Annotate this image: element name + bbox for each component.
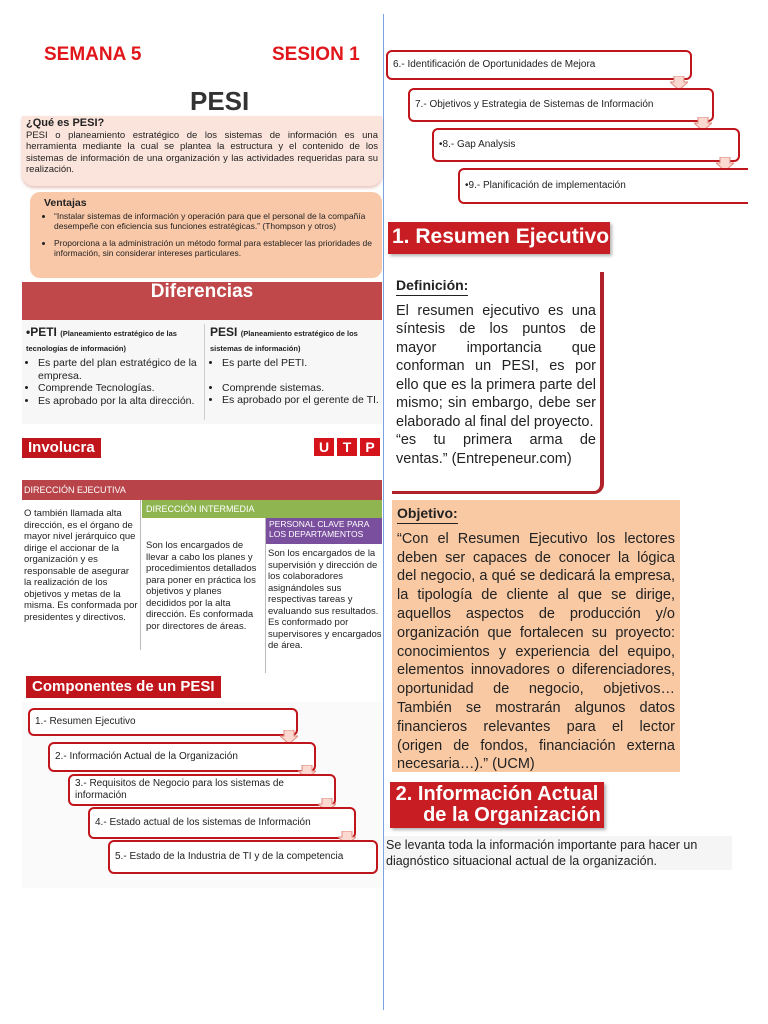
step-label: 6.- Identificación de Oportunidades de Mejora xyxy=(393,59,596,70)
step-label: •8.- Gap Analysis xyxy=(439,139,516,150)
peti-item: • Es parte del plan estratégico de la empresa. xyxy=(38,357,202,382)
step-2 xyxy=(48,742,316,772)
ventaja-item: • Proporciona a la administración un método formal para establecer las prioridades de información, sin considerar intereses particulares. xyxy=(54,238,374,259)
column-separator xyxy=(265,518,266,673)
step-5 xyxy=(108,840,378,874)
resumen-title: 1. Resumen Ejecutivo xyxy=(388,222,610,254)
utp-logo xyxy=(314,438,380,456)
direccion-ejecutiva-bar: DIRECCIÓN EJECUTIVA xyxy=(22,480,382,500)
direccion-intermedia-bar: DIRECCIÓN INTERMEDIA xyxy=(142,500,382,518)
ventajas-title: Ventajas xyxy=(44,197,87,209)
direccion-ejecutiva-text: O también llamada alta dirección, es el órgano de mayor nivel jerárquico que dirige el accionar de la organización y es responsable de asegurar la realización de los objetivos y metas de la misma. Es conformada por presidentes y directivos. xyxy=(24,508,138,623)
column-separator xyxy=(140,500,141,650)
diferencias-header: Diferencias xyxy=(22,282,382,320)
ventaja-item: • “Instalar sistemas de información y operación para que el personal de la compañía desempeñe con eficiencia sus funciones estratégicas.” (Thompson y otros) xyxy=(54,211,374,232)
logo-letter: U xyxy=(314,438,334,456)
objetivo-box xyxy=(392,500,680,772)
step-label: 3.- Requisitos de Negocio para los sistemas de información xyxy=(75,778,284,801)
step-4 xyxy=(88,807,356,839)
pesi-col-subtitle: (Planeamiento estratégico de los sistemas de información) xyxy=(210,329,358,353)
peti-item: • Es aprobado por la alta dirección. xyxy=(38,395,202,408)
definicion-box xyxy=(392,272,604,494)
personal-clave-text: Son los encargados de la supervisión y dirección de los colaboradores asignándoles sus respectivas tareas y evaluando sus resultados. Es conformado por supervisores y encargados de área. xyxy=(268,548,382,651)
step-label: 7.- Objetivos y Estrategia de Sistemas de Información xyxy=(415,99,654,110)
ventajas-box xyxy=(30,192,382,278)
step-1 xyxy=(28,708,298,736)
pesi-definition-box xyxy=(22,116,382,186)
pesi-definition: PESI o planeamiento estratégico de los sistemas de información es una herramienta mediante la cual se plantea la estructura y el contenido de los sistemas de información de una organización y las actividades requeridas para su realización. xyxy=(26,129,378,175)
peti-item: • Comprende Tecnologías. xyxy=(38,382,202,395)
involucra-title: Involucra xyxy=(22,438,101,458)
step-label: •9.- Planificación de implementación xyxy=(465,180,626,191)
step-label: 1.- Resumen Ejecutivo xyxy=(35,716,136,727)
step-label: 5.- Estado de la Industria de TI y de la competencia xyxy=(115,851,344,862)
objetivo-text: “Con el Resumen Ejecutivo los lectores deben ser capaces de conocer la lógica del negocio, a qué se dedicará la empresa, la tipología de cliente al que se dirige, aquellos aspectos de producción y/o organización que fortalecen su proyecto: conocimientos y experiencia del equipo, elementos innovadores o diferenciadores, oportunidad de negocio, objetivos… También se mostrarán algunos datos financieros relevantes para el lector (origen de fondos, financiación externa necesaria…).” (UCM) xyxy=(397,530,675,773)
info-actual-title-line2: de la Organización xyxy=(423,804,601,826)
logo-letter: P xyxy=(360,438,380,456)
componentes-title: Componentes de un PESI xyxy=(26,676,221,698)
week-label: SEMANA 5 xyxy=(44,44,142,65)
definicion-quote: “es tu primera arma de ventas.” (Entrepeneur.com) xyxy=(396,432,596,467)
pesi-item: • Comprende sistemas. xyxy=(222,382,380,395)
step-8 xyxy=(432,128,740,162)
step-label: 4.- Estado actual de los sistemas de Información xyxy=(95,817,311,828)
info-actual-title xyxy=(390,782,604,828)
pesi-column xyxy=(210,326,380,407)
info-actual-title-line1: 2. Información Actual xyxy=(395,783,599,805)
info-actual-text: Se levanta toda la información importante para hacer un diagnóstico situacional actual de la organización. xyxy=(384,836,732,870)
definicion-text: El resumen ejecutivo es una síntesis de los puntos de mayor importancia que conforman un PESI, es por ello que es la primera parte del mismo; sin embargo, debe ser elaborado al final del proyecto. xyxy=(396,302,596,430)
pesi-col-title: PESI xyxy=(210,325,238,339)
definicion-label: Definición: xyxy=(396,276,468,296)
session-label: SESION 1 xyxy=(272,44,360,65)
step-3 xyxy=(68,774,336,806)
direccion-intermedia-text: Son los encargados de llevar a cabo los planes y procedimientos detallados para poner en práctica los objetivos y planes decididos por la alta dirección. Es conformada por directores de áreas. xyxy=(146,540,257,632)
diferencias-divider xyxy=(204,324,205,420)
pesi-item: • Es parte del PETI. xyxy=(222,357,380,370)
step-7 xyxy=(408,88,714,122)
step-6 xyxy=(386,50,692,80)
logo-letter: T xyxy=(337,438,357,456)
diferencias-body xyxy=(22,320,382,424)
pesi-title: PESI xyxy=(190,86,250,116)
peti-title: •PETI xyxy=(26,325,57,339)
peti-column xyxy=(26,326,202,407)
pesi-item: • Es aprobado por el gerente de TI. xyxy=(222,394,380,407)
step-label: 2.- Información Actual de la Organización xyxy=(55,751,238,762)
personal-clave-bar: PERSONAL CLAVE PARA LOS DEPARTAMENTOS xyxy=(266,518,382,544)
objetivo-label: Objetivo: xyxy=(397,504,458,524)
peti-subtitle: (Planeamiento estratégico de las tecnologías de información) xyxy=(26,329,177,353)
pesi-question: ¿Qué es PESI? xyxy=(26,117,105,129)
step-9 xyxy=(458,168,748,204)
